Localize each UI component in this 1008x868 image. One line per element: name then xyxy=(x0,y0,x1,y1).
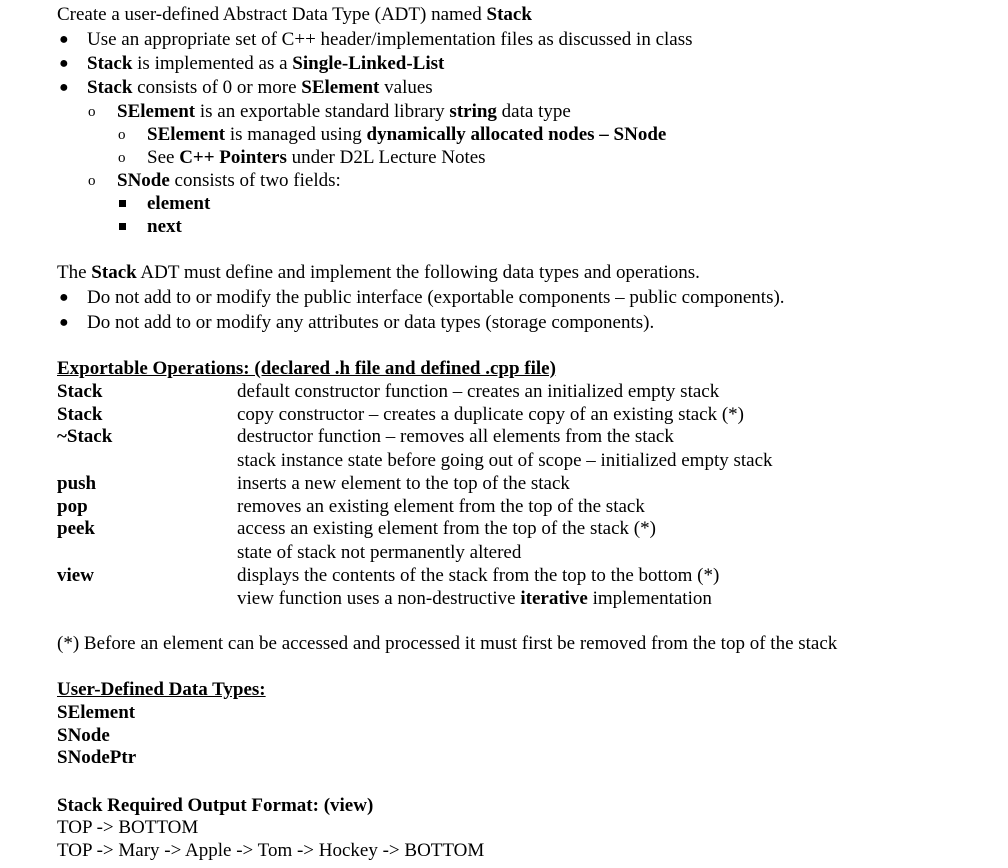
bullet-icon: ● xyxy=(59,314,69,331)
intro-bold-stack: Stack xyxy=(486,4,532,25)
type-item: SNode xyxy=(57,725,110,746)
output-example-empty: TOP -> BOTTOM xyxy=(57,817,199,838)
note-text: (*) Before an element can be accessed and processed it must first be removed from the top of the stack xyxy=(57,633,838,654)
text: The xyxy=(57,262,92,283)
type-item: SElement xyxy=(57,702,136,723)
bold-text: SElement xyxy=(117,101,196,122)
op-desc: destructor function – removes all elements from the stack xyxy=(237,426,674,447)
op-name: pop xyxy=(57,496,88,517)
circle-bullet-icon: o xyxy=(118,127,126,143)
bullet-icon: ● xyxy=(59,55,69,72)
text: under D2L Lecture Notes xyxy=(286,147,486,168)
op-desc-view-impl xyxy=(237,587,712,611)
bold-text: SNode xyxy=(117,170,170,191)
bold-text: Stack xyxy=(87,53,133,74)
op-desc: displays the contents of the stack from the top to the bottom (*) xyxy=(237,565,720,586)
bold-text: dynamically allocated nodes – SNode xyxy=(366,124,667,145)
intro-text: Create a user-defined Abstract Data Type (ADT) named xyxy=(57,4,487,25)
text: values xyxy=(379,77,433,98)
op-desc: access an existing element from the top of the stack (*) xyxy=(237,518,656,539)
op-desc: state of stack not permanently altered xyxy=(237,542,522,563)
sub-sub-bullet-pointers xyxy=(147,146,486,170)
text: ADT must define and implement the following data types and operations. xyxy=(136,262,700,283)
bullet-consists xyxy=(87,76,433,100)
bullet-header-files: Use an appropriate set of C++ header/implementation files as discussed in class xyxy=(87,29,693,50)
op-name: peek xyxy=(57,518,95,539)
bullet-implementation xyxy=(87,52,444,76)
bullet-icon: ● xyxy=(59,289,69,306)
circle-bullet-icon: o xyxy=(88,104,96,120)
ops-heading: Exportable Operations: (declared .h file and defined .cpp file) xyxy=(57,358,556,379)
square-bullet-icon xyxy=(119,200,126,207)
text: See xyxy=(147,147,180,168)
op-name: ~Stack xyxy=(57,426,113,447)
text: data type xyxy=(496,101,571,122)
text: is managed using xyxy=(225,124,367,145)
intro-heading xyxy=(57,3,532,27)
op-desc: stack instance state before going out of scope – initialized empty stack xyxy=(237,450,773,471)
circle-bullet-icon: o xyxy=(118,150,126,166)
field-element: element xyxy=(147,193,211,214)
sub-bullet-selement xyxy=(117,100,571,124)
op-name: view xyxy=(57,565,94,586)
op-desc: default constructor function – creates an initialized empty stack xyxy=(237,381,720,402)
bullet-storage: Do not add to or modify any attributes or data types (storage components). xyxy=(87,312,655,333)
op-name: push xyxy=(57,473,97,494)
op-desc: copy constructor – creates a duplicate copy of an existing stack (*) xyxy=(237,404,745,425)
type-item: SNodePtr xyxy=(57,747,137,768)
output-example-full: TOP -> Mary -> Apple -> Tom -> Hockey -> BOTTOM xyxy=(57,840,485,861)
text: implementation xyxy=(587,588,712,609)
bullet-public-interface: Do not add to or modify the public interface (exportable components – public components). xyxy=(87,287,785,308)
bold-text: string xyxy=(449,101,497,122)
bold-text: Stack xyxy=(91,262,137,283)
op-desc: inserts a new element to the top of the stack xyxy=(237,473,570,494)
bullet-icon: ● xyxy=(59,31,69,48)
field-next: next xyxy=(147,216,182,237)
op-name: Stack xyxy=(57,404,103,425)
bold-text: SElement xyxy=(147,124,226,145)
text: consists of two fields: xyxy=(169,170,341,191)
op-desc: removes an existing element from the top of the stack xyxy=(237,496,645,517)
bold-text: SElement xyxy=(301,77,380,98)
circle-bullet-icon: o xyxy=(88,173,96,189)
adt-intro xyxy=(57,261,700,285)
sub-sub-bullet-managed xyxy=(147,123,666,147)
types-heading: User-Defined Data Types: xyxy=(57,679,266,700)
op-name: Stack xyxy=(57,381,103,402)
bullet-icon: ● xyxy=(59,79,69,96)
bold-text: iterative xyxy=(520,588,588,609)
text: is an exportable standard library xyxy=(195,101,450,122)
bold-text: Stack xyxy=(87,77,133,98)
bold-text: Single-Linked-List xyxy=(292,53,445,74)
text: is implemented as a xyxy=(132,53,293,74)
square-bullet-icon xyxy=(119,223,126,230)
bold-text: C++ Pointers xyxy=(179,147,287,168)
text: consists of 0 or more xyxy=(132,77,302,98)
text: view function uses a non-destructive xyxy=(237,588,521,609)
sub-bullet-snode xyxy=(117,169,341,193)
output-heading: Stack Required Output Format: (view) xyxy=(57,795,374,816)
